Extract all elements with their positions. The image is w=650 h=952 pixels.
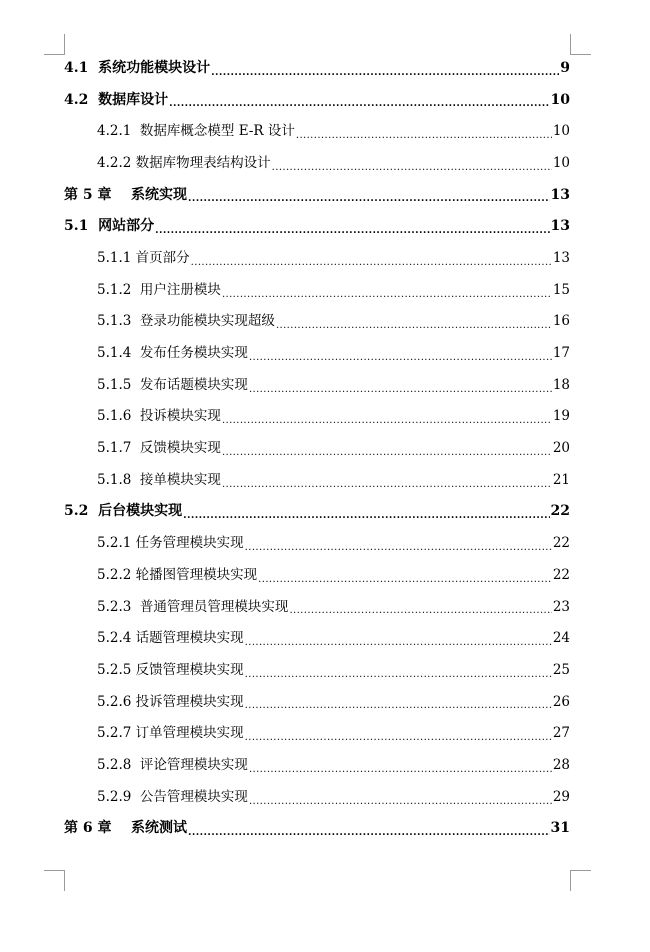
toc-entry-title: 第 6 章 系统测试 <box>64 820 187 837</box>
toc-entry-title: 4.2.1 数据库概念模型 E-R 设计 <box>97 123 295 140</box>
toc-entry-title: 5.1.1 首页部分 <box>97 249 190 266</box>
toc-entry[interactable] <box>64 622 570 654</box>
toc-dot-leader <box>183 511 549 521</box>
toc-page-number: 26 <box>552 693 570 710</box>
toc-entry[interactable] <box>64 369 570 401</box>
toc-page-number: 19 <box>552 408 570 425</box>
toc-entry[interactable] <box>64 686 570 718</box>
crop-mark-bottom-left <box>44 870 65 891</box>
toc-page-number: 16 <box>552 313 570 330</box>
toc-entry[interactable] <box>64 242 570 274</box>
toc-entry-title: 5.1.4 发布任务模块实现 <box>97 345 248 362</box>
toc-dot-leader <box>222 448 552 458</box>
toc-dot-leader <box>249 765 552 775</box>
toc-entry-title: 5.2.4 话题管理模块实现 <box>97 630 244 647</box>
toc-entry[interactable] <box>64 115 570 147</box>
toc-entry[interactable] <box>64 337 570 369</box>
toc-page-number: 21 <box>552 471 570 488</box>
toc-dot-leader <box>188 828 550 838</box>
toc-entry[interactable] <box>64 717 570 749</box>
toc-entry[interactable] <box>64 654 570 686</box>
toc-entry[interactable] <box>64 84 570 116</box>
toc-dot-leader <box>245 638 552 648</box>
toc-entry-title: 第 5 章 系统实现 <box>64 186 187 203</box>
toc-entry[interactable] <box>64 496 570 528</box>
toc-dot-leader <box>222 416 552 426</box>
toc-dot-leader <box>211 68 559 78</box>
toc-entry-title: 5.2.1 任务管理模块实现 <box>97 535 244 552</box>
toc-page-number: 10 <box>552 154 570 171</box>
toc-entry[interactable] <box>64 147 570 179</box>
crop-mark-top-right <box>570 34 591 55</box>
toc-entry-title: 5.2.7 订单管理模块实现 <box>97 725 244 742</box>
toc-entry[interactable] <box>64 749 570 781</box>
toc-page-number: 29 <box>552 788 570 805</box>
toc-dot-leader <box>245 733 552 743</box>
toc-dot-leader <box>245 701 552 711</box>
toc-dot-leader <box>296 131 552 141</box>
toc-page-number: 22 <box>552 566 570 583</box>
toc-entry[interactable] <box>64 432 570 464</box>
toc-page-number: 28 <box>552 756 570 773</box>
toc-entry-title: 5.2.2 轮播图管理模块实现 <box>97 566 258 583</box>
toc-entry[interactable] <box>64 52 570 84</box>
toc-dot-leader <box>258 575 552 585</box>
toc-page-number: 22 <box>552 535 570 552</box>
toc-entry-title: 5.1.8 接单模块实现 <box>97 471 221 488</box>
toc-page-number: 24 <box>552 630 570 647</box>
toc-entry-title: 5.1.2 用户注册模块 <box>97 281 221 298</box>
toc-page-number: 13 <box>550 218 570 235</box>
toc-dot-leader <box>188 194 550 204</box>
toc-dot-leader <box>249 385 552 395</box>
toc-page-number: 13 <box>552 249 570 266</box>
table-of-contents <box>64 52 570 844</box>
toc-entry[interactable] <box>64 306 570 338</box>
toc-dot-leader <box>155 226 549 236</box>
toc-entry-title: 5.2 后台模块实现 <box>64 503 183 520</box>
toc-entry-title: 5.1.7 反馈模块实现 <box>97 440 221 457</box>
toc-entry[interactable] <box>64 179 570 211</box>
toc-entry[interactable] <box>64 464 570 496</box>
toc-page-number: 9 <box>560 59 570 76</box>
toc-entry[interactable] <box>64 401 570 433</box>
toc-entry[interactable] <box>64 813 570 845</box>
toc-page-number: 10 <box>550 91 570 108</box>
toc-entry-title: 5.2.9 公告管理模块实现 <box>97 788 248 805</box>
toc-dot-leader <box>249 353 552 363</box>
toc-entry-title: 5.2.3 普通管理员管理模块实现 <box>97 598 289 615</box>
toc-entry[interactable] <box>64 527 570 559</box>
toc-entry-title: 5.2.5 反馈管理模块实现 <box>97 661 244 678</box>
toc-entry[interactable] <box>64 210 570 242</box>
toc-dot-leader <box>222 290 552 300</box>
toc-page-number: 23 <box>552 598 570 615</box>
toc-entry-title: 5.2.6 投诉管理模块实现 <box>97 693 244 710</box>
toc-page-number: 10 <box>552 123 570 140</box>
toc-entry-title: 5.1 网站部分 <box>64 218 155 235</box>
toc-dot-leader <box>191 258 552 268</box>
toc-dot-leader <box>272 163 552 173</box>
toc-entry-title: 5.1.3 登录功能模块实现超级 <box>97 313 275 330</box>
toc-dot-leader <box>245 543 552 553</box>
toc-entry[interactable] <box>64 591 570 623</box>
toc-entry[interactable] <box>64 781 570 813</box>
toc-page-number: 15 <box>552 281 570 298</box>
toc-page-number: 31 <box>550 820 570 837</box>
toc-dot-leader <box>222 480 552 490</box>
toc-dot-leader <box>169 99 549 109</box>
crop-mark-bottom-right <box>570 870 591 891</box>
toc-entry-title: 4.1 系统功能模块设计 <box>64 59 211 76</box>
toc-page-number: 18 <box>552 376 570 393</box>
toc-entry[interactable] <box>64 559 570 591</box>
toc-page-number: 25 <box>552 661 570 678</box>
toc-entry-title: 5.1.6 投诉模块实现 <box>97 408 221 425</box>
toc-page-number: 13 <box>550 186 570 203</box>
toc-page-number: 20 <box>552 440 570 457</box>
toc-entry-title: 4.2.2 数据库物理表结构设计 <box>97 154 271 171</box>
toc-page-number: 27 <box>552 725 570 742</box>
toc-dot-leader <box>249 797 552 807</box>
toc-entry-title: 4.2 数据库设计 <box>64 91 169 108</box>
crop-mark-top-left <box>44 34 65 55</box>
toc-entry-title: 5.1.5 发布话题模块实现 <box>97 376 248 393</box>
toc-dot-leader <box>289 606 551 616</box>
toc-page-number: 22 <box>550 503 570 520</box>
toc-dot-leader <box>276 321 552 331</box>
toc-page-number: 17 <box>552 345 570 362</box>
toc-dot-leader <box>245 670 552 680</box>
toc-entry-title: 5.2.8 评论管理模块实现 <box>97 756 248 773</box>
toc-entry[interactable] <box>64 274 570 306</box>
